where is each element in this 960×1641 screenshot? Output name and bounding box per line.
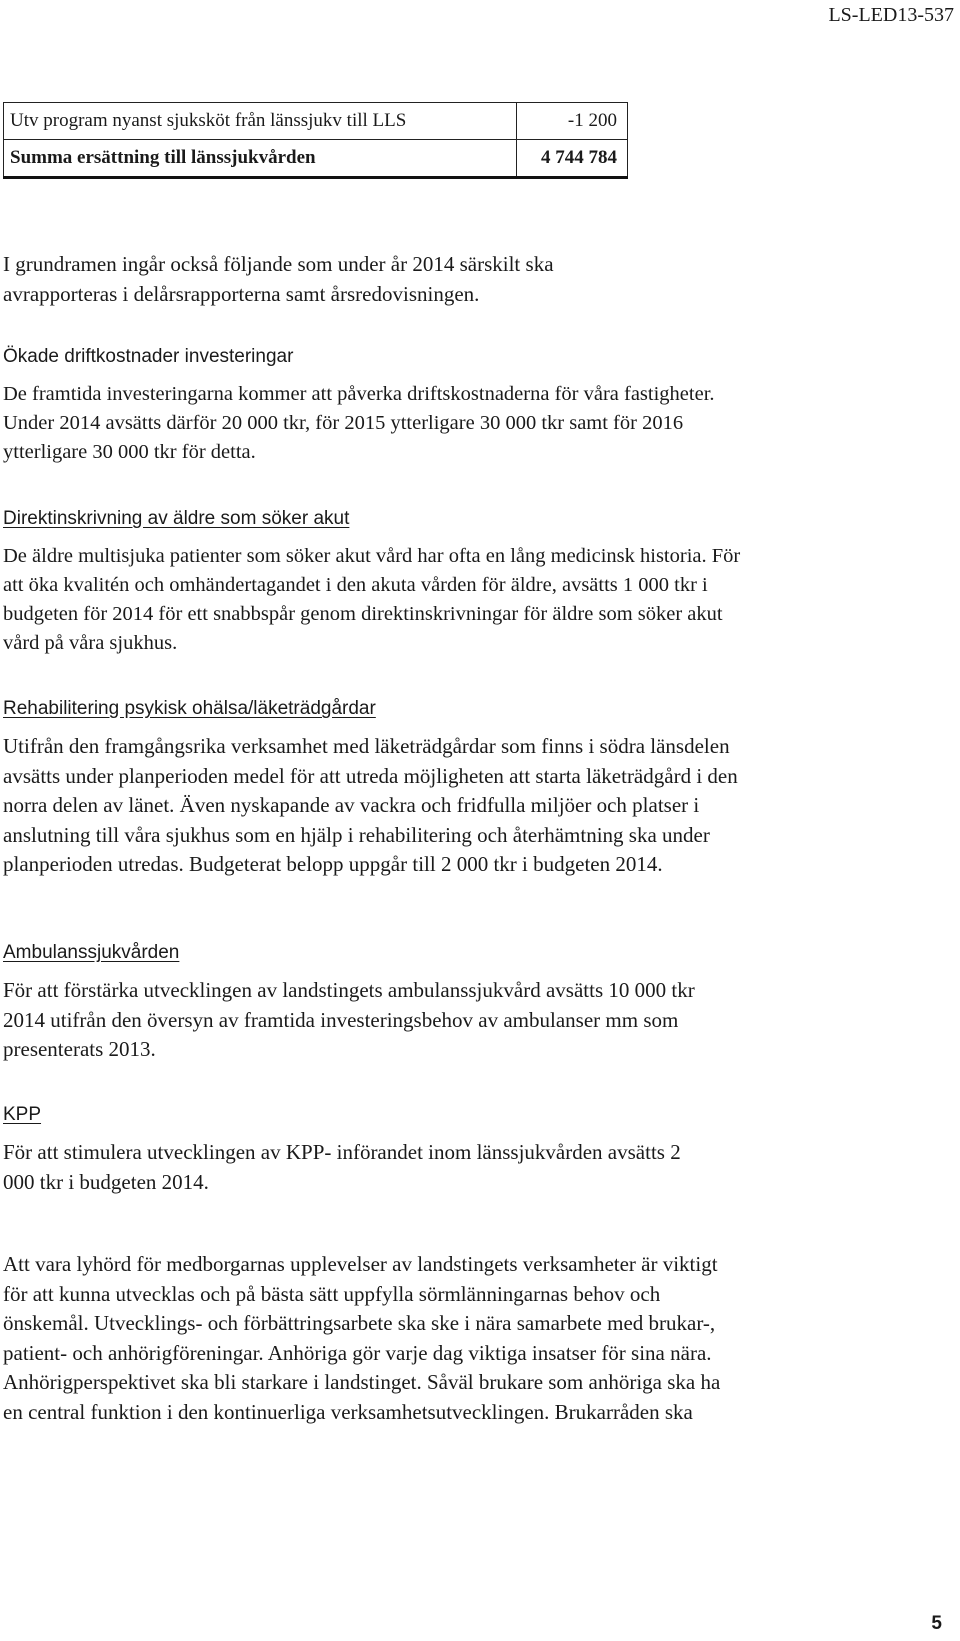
section-rehabilitering: [3, 696, 783, 880]
closing-paragraph: Att vara lyhörd för medborgarnas upplevelser av landstingets verksamheter är viktigt för att kunna utvecklas och på bästa sätt uppfylla sörmlänningarnas behov och önskemål. Utvecklings- och förbättringsarbete ska ske i nära samarbete med brukar-, patient- och anhörigföreningar. Anhöriga gör varje dag viktiga insatser för sina nära. Anhörigperspektivet ska bli starkare i landstinget. Såväl brukare som anhöriga ska ha en central funktion i den kontinuerliga verksamhetsutvecklingen. Brukarråden ska: [3, 1252, 721, 1424]
section-ambulans: [3, 940, 783, 1065]
section-kpp: [3, 1102, 783, 1197]
section-paragraph: Utifrån den framgångsrika verksamhet med läketrädgårdar som finns i södra länsdelen avsätts under planperioden medel för att utreda möjligheten att starta läketrädgård i den norra delen av länet. Även nyskapande av vackra och fridfulla miljöer och platser i anslutning till våra sjukhus som en hjälp i rehabilitering och återhämtning ska under planperioden utredas. Budgeterat belopp uppgår till 2 000 tkr i budgeten 2014.: [3, 734, 738, 876]
table-cell-amount: 4 744 784: [517, 140, 628, 178]
page-number: 5: [931, 1613, 942, 1634]
section-driftkostnader: [3, 344, 783, 467]
section-direktinskrivning: [3, 506, 783, 658]
table-cell-label: Summa ersättning till länssjukvården: [4, 140, 517, 178]
section-heading: Ambulanssjukvården: [3, 942, 180, 963]
budget-table: [3, 102, 628, 179]
table-row-total: [4, 140, 628, 178]
section-paragraph: För att förstärka utvecklingen av landstingets ambulanssjukvård avsätts 10 000 tkr 2014 utifrån den översyn av framtida investeringsbehov av ambulanser mm som presenterats 2013.: [3, 978, 695, 1061]
section-paragraph: För att stimulera utvecklingen av KPP- införandet inom länssjukvården avsätts 2 000 tkr i budgeten 2014.: [3, 1140, 681, 1194]
table-cell-amount: -1 200: [517, 103, 628, 140]
section-heading: KPP: [3, 1104, 42, 1125]
section-heading: Rehabilitering psykisk ohälsa/läketrädgårdar: [3, 698, 376, 719]
section-paragraph: De framtida investeringarna kommer att påverka driftskostnaderna för våra fastigheter. Under 2014 avsätts därför 20 000 tkr, för 2015 ytterligare 30 000 tkr samt för 2016 ytterligare 30 000 tkr för detta.: [3, 383, 715, 463]
section-paragraph: De äldre multisjuka patienter som söker akut vård har ofta en lång medicinsk historia. För att öka kvalitén och omhändertagandet i den akuta vården för äldre, avsätts 1 000 tkr i budgeten för 2014 för ett snabbspår genom direktinskrivningar för äldre som söker akut vård på våra sjukhus.: [3, 545, 741, 654]
table-cell-label: Utv program nyanst sjuksköt från länssjukv till LLS: [4, 103, 517, 140]
intro-paragraph: I grundramen ingår också följande som under år 2014 särskilt ska avrapporteras i delårsrapporterna samt årsredovisningen.: [3, 252, 554, 306]
section-heading: Ökade driftkostnader investeringar: [3, 346, 294, 367]
closing-block: [3, 1250, 743, 1427]
intro-block: [3, 250, 663, 309]
document-id: LS-LED13-537: [828, 4, 954, 26]
section-heading: Direktinskrivning av äldre som söker akut: [3, 508, 350, 529]
table-row: [4, 103, 628, 140]
